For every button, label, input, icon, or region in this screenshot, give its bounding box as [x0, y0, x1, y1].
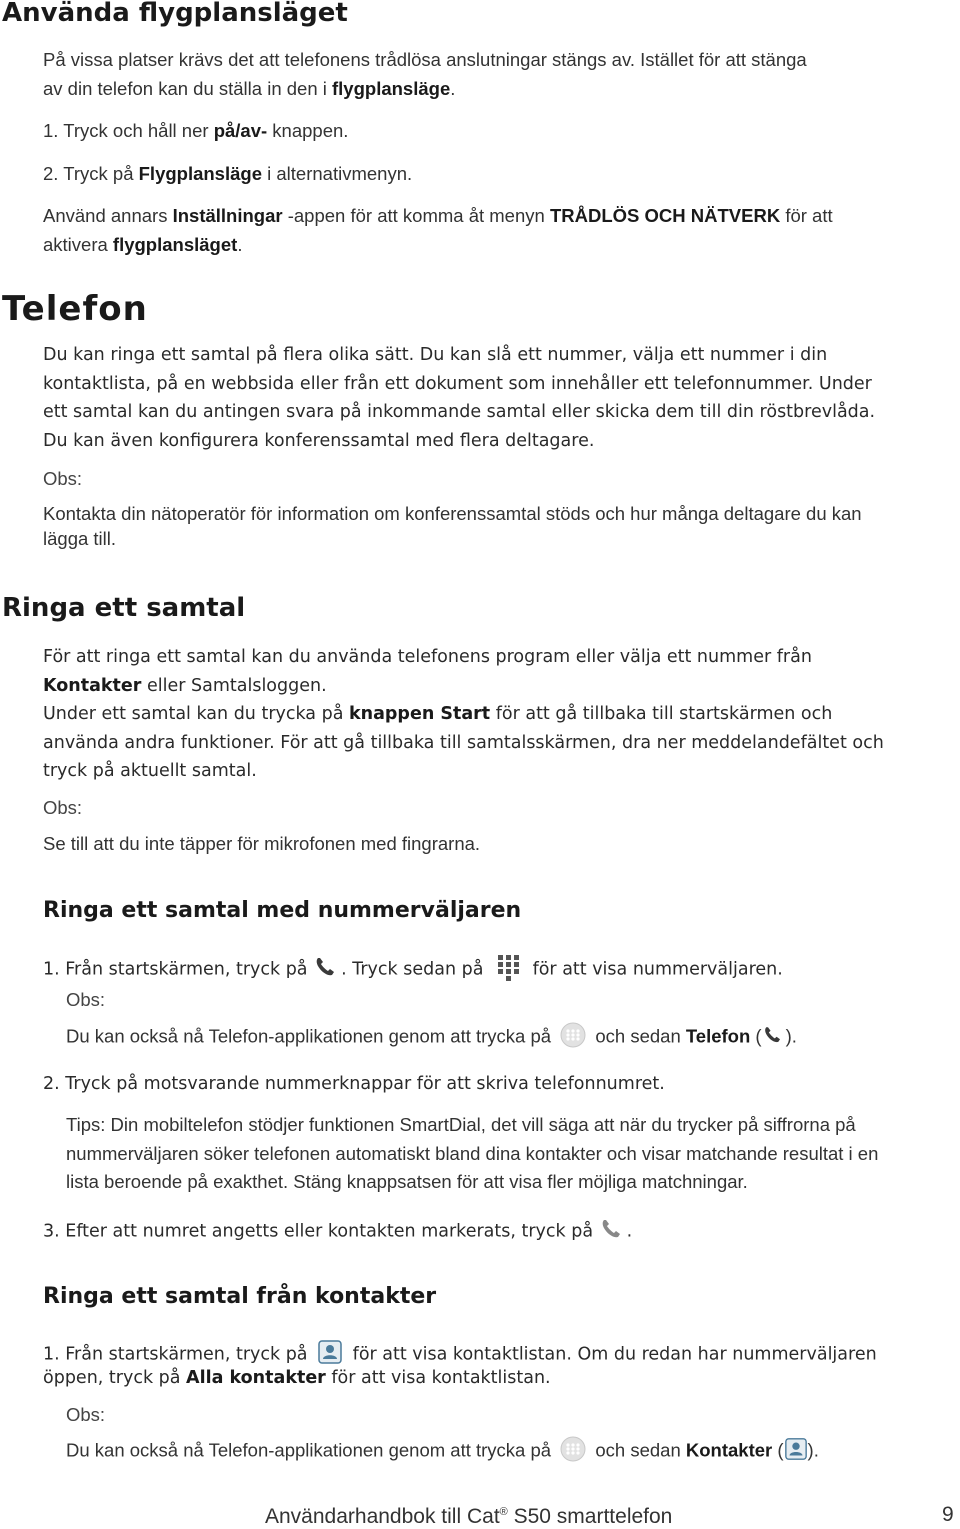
- step-3: 3. Efter att numret angetts eller kontakten markerats, tryck på .: [43, 1217, 632, 1246]
- phone-icon: [599, 1217, 627, 1246]
- paragraph-line: av din telefon kan du ställa in den i flygplansläge.: [43, 78, 456, 99]
- paragraph-line: tryck på aktuellt samtal.: [43, 761, 257, 781]
- subsection-title-dialer: Ringa ett samtal med nummerväljaren: [43, 898, 522, 923]
- note-label: Obs:: [43, 468, 83, 489]
- page-number: 9: [942, 1503, 954, 1526]
- contacts-icon: [784, 1437, 808, 1466]
- step-2: 2. Tryck på Flygplansläge i alternativmenyn.: [43, 163, 413, 184]
- apps-launcher-icon: [560, 1436, 586, 1467]
- alternative-line-2: aktivera flygplansläget.: [43, 234, 243, 255]
- apps-launcher-icon: [560, 1022, 586, 1053]
- step-1: 1. Från startskärmen, tryck på för att visa kontaktlistan. Om du redan har nummerväljaren: [43, 1339, 877, 1370]
- section-title-make-call: Ringa ett samtal: [2, 593, 246, 623]
- note-text: Kontakta din nätoperatör för information om konferenssamtal stöds och hur många deltagare du kan: [43, 503, 862, 524]
- step-1: 1. Tryck och håll ner på/av- knappen.: [43, 120, 349, 141]
- dialpad-icon: [495, 953, 521, 986]
- paragraph-line: ett samtal kan du antingen svara på inkommande samtal eller skicka dem till din röstbrevlåda.: [43, 402, 876, 422]
- step-2: 2. Tryck på motsvarande nummerknappar för att skriva telefonnumret.: [43, 1074, 665, 1094]
- step-1: 1. Från startskärmen, tryck på . Tryck sedan på för att visa nummerväljaren.: [43, 953, 783, 986]
- tip-text: Tips: Din mobiltelefon stödjer funktionen SmartDial, det vill säga att när du trycker på siffrorna på: [66, 1114, 856, 1135]
- note-text: Du kan också nå Telefon-applikationen genom att trycka på och sedan Telefon ( ).: [66, 1022, 797, 1053]
- paragraph-line: använda andra funktioner. För att gå tillbaka till samtalsskärmen, dra ner meddelandefältet och: [43, 733, 884, 753]
- section-title-flight-mode: Använda flygplansläget: [2, 0, 348, 28]
- footer-title: Användarhandbok till Cat® S50 smarttelefon: [265, 1505, 673, 1528]
- paragraph-line: Under ett samtal kan du trycka på knappen Start för att gå tillbaka till startskärmen och: [43, 704, 833, 724]
- paragraph-line: För att ringa ett samtal kan du använda telefonens program eller välja ett nummer från: [43, 647, 812, 667]
- subsection-title-contacts: Ringa ett samtal från kontakter: [43, 1284, 437, 1309]
- paragraph-line: Du kan även konfigurera konferenssamtal med flera deltagare.: [43, 431, 595, 451]
- step-1-continued: öppen, tryck på Alla kontakter för att visa kontaktlistan.: [43, 1368, 551, 1388]
- tip-text: nummerväljaren söker telefonen automatiskt bland dina kontakter och visar matchande resultat i en: [66, 1143, 879, 1164]
- phone-icon: [313, 955, 341, 984]
- contacts-icon: [317, 1339, 343, 1370]
- alternative-line: Använd annars Inställningar -appen för att komma åt menyn TRÅDLÖS OCH NÄTVERK för att: [43, 205, 833, 226]
- paragraph-line: Kontakter eller Samtalsloggen.: [43, 676, 327, 696]
- paragraph-line: På vissa platser krävs det att telefonens trådlösa anslutningar stängs av. Istället för att stänga: [43, 49, 807, 70]
- paragraph-line: kontaktlista, på en webbsida eller från ett dokument som innehåller ett telefonnummer. Under: [43, 374, 872, 394]
- note-label: Obs:: [66, 989, 106, 1010]
- phone-icon: [762, 1023, 786, 1052]
- note-text: Du kan också nå Telefon-applikationen genom att trycka på och sedan Kontakter ( ).: [66, 1436, 819, 1467]
- tip-text: lista beroende på exakthet. Stäng knappsatsen för att visa fler möjliga matchningar.: [66, 1171, 748, 1192]
- note-text: lägga till.: [43, 528, 117, 549]
- note-text: Se till att du inte täpper för mikrofonen med fingrarna.: [43, 833, 481, 854]
- note-label: Obs:: [43, 797, 83, 818]
- note-label: Obs:: [66, 1404, 106, 1425]
- section-title-phone: Telefon: [2, 289, 148, 329]
- paragraph-line: Du kan ringa ett samtal på flera olika sätt. Du kan slå ett nummer, välja ett nummer i din: [43, 345, 828, 365]
